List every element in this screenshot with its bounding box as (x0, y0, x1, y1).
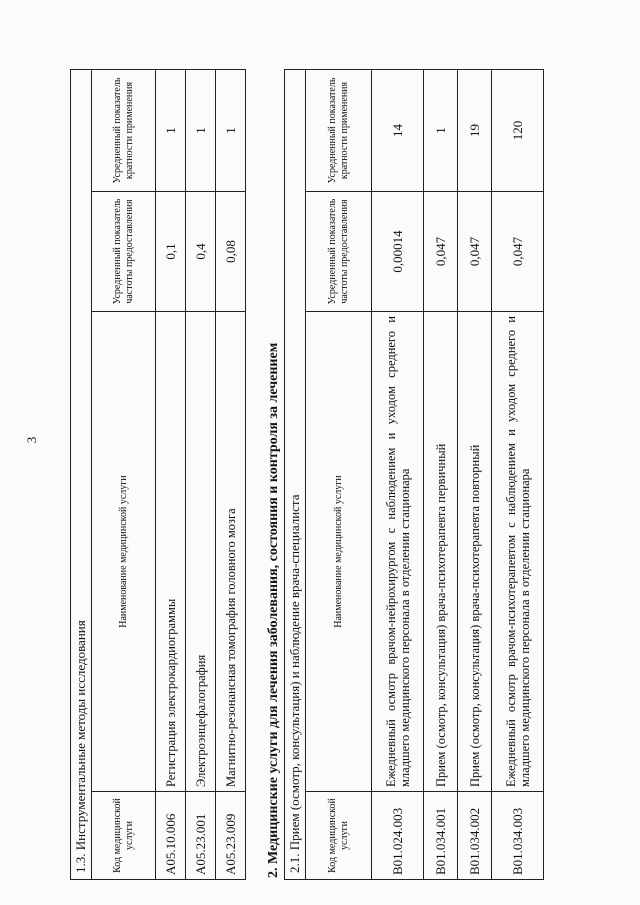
service-name: Ежедневный осмотр врачом-психотерапевтом с наблюдением и уходом среднего и младшего медицинского персонала в отделении стационара (492, 312, 544, 792)
service-name: Ежедневный осмотр врачом-нейрохирургом с наблюдением и уходом среднего и младшего медицинского персонала в отделении стационара (372, 312, 424, 792)
multiplicity-value: 1 (424, 69, 458, 191)
service-name: Регистрация электрокардиограммы (156, 312, 186, 792)
multiplicity-value: 19 (458, 69, 492, 191)
page-number: 3 (24, 436, 39, 444)
frequency-value: 0,4 (186, 192, 216, 312)
section-caption: 2.1. Прием (осмотр, консультация) и наблюдение врача-специалиста (285, 69, 306, 879)
table-row (186, 69, 216, 879)
instrumental-methods-table (70, 69, 246, 880)
header-code: Код медицинской услуги (92, 792, 156, 880)
frequency-value: 0,00014 (372, 192, 424, 312)
multiplicity-value: 1 (156, 69, 186, 191)
header-frequency: Усредненный показатель частоты предоставления (306, 192, 372, 312)
multiplicity-value: 1 (216, 69, 246, 191)
header-frequency: Усредненный показатель частоты предоставления (92, 192, 156, 312)
header-name: Наименование медицинской услуги (92, 312, 156, 792)
table-row (458, 69, 492, 879)
multiplicity-value: 1 (186, 69, 216, 191)
rotated-content (70, 70, 570, 880)
service-name: Прием (осмотр, консультация) врача-психотерапевта первичный (424, 312, 458, 792)
service-code: A05.23.009 (216, 792, 246, 880)
service-code: B01.034.002 (458, 792, 492, 880)
table-row (216, 69, 246, 879)
service-code: A05.10.006 (156, 792, 186, 880)
service-name: Электроэнцефалография (186, 312, 216, 792)
frequency-value: 0,1 (156, 192, 186, 312)
header-name: Наименование медицинской услуги (306, 312, 372, 792)
service-name: Прием (осмотр, консультация) врача-психотерапевта повторный (458, 312, 492, 792)
table-row (156, 69, 186, 879)
service-code: B01.034.001 (424, 792, 458, 880)
frequency-value: 0,047 (424, 192, 458, 312)
frequency-value: 0,047 (492, 192, 544, 312)
multiplicity-value: 14 (372, 69, 424, 191)
header-multiplicity: Усредненный показатель кратности применения (92, 69, 156, 191)
service-code: A05.23.001 (186, 792, 216, 880)
frequency-value: 0,047 (458, 192, 492, 312)
table-row (372, 69, 424, 879)
header-code: Код медицинской услуги (306, 792, 372, 880)
section-heading: 2. Медицинские услуги для лечения заболевания, состояния и контроля за лечением (266, 342, 281, 878)
frequency-value: 0,08 (216, 192, 246, 312)
multiplicity-value: 120 (492, 69, 544, 191)
service-code: B01.024.003 (372, 792, 424, 880)
service-code: B01.034.003 (492, 792, 544, 880)
table-row (492, 69, 544, 879)
specialist-consultations-table (284, 69, 544, 880)
header-multiplicity: Усредненный показатель кратности применения (306, 69, 372, 191)
section-caption: 1.3. Инструментальные методы исследования (71, 69, 92, 879)
table-row (424, 69, 458, 879)
service-name: Магнитно-резонансная томография головного мозга (216, 312, 246, 792)
